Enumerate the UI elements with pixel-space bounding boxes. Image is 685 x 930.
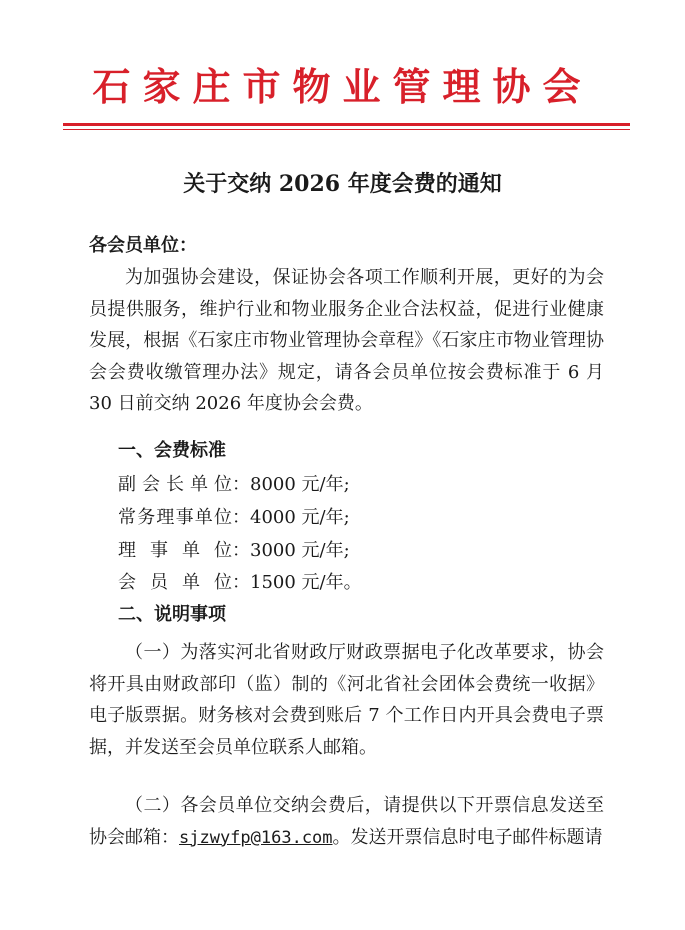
fee-row-unit: 副会长单位	[118, 474, 232, 495]
fee-row-colon: ：	[232, 540, 250, 561]
section-heading-notes: 二、说明事项	[118, 604, 226, 625]
fee-row	[118, 536, 350, 566]
fee-row-colon: ：	[232, 572, 250, 593]
fee-row	[118, 470, 350, 500]
fee-row-unit: 常务理事单位	[118, 507, 232, 528]
fee-row-unit: 理事单位	[118, 540, 232, 561]
fee-row-amount: 3000 元/年;	[250, 540, 350, 561]
note-item-2-text-continued: 。发送开票信息时电子邮件标题请	[332, 826, 603, 848]
letterhead-rule-thin	[63, 129, 630, 130]
fee-row-unit: 会员单位	[118, 572, 232, 593]
fee-row	[118, 568, 362, 598]
intro-paragraph: 为加强协会建设，保证协会各项工作顺利开展，更好的为会员提供服务，维护行业和物业服务企业合法权益，促进行业健康发展，根据《石家庄市物业管理协会章程》《石家庄市物业管理协会会费收缴管理办法》规定，请各会员单位按会费标准于 6 月 30 日前交纳 2026 年度协会会费。	[89, 267, 604, 414]
fee-row-colon: ：	[232, 507, 250, 528]
salutation: 各会员单位：	[89, 235, 197, 256]
fee-row-colon: ：	[232, 474, 250, 495]
fee-row	[118, 503, 350, 533]
section-heading-fee-standard: 一、会费标准	[118, 440, 226, 461]
note-item-2-text: （二）各会员单位交纳会费后，请提供以下开票信息发送至协会邮箱：	[89, 795, 604, 848]
fee-row-amount: 8000 元/年;	[250, 474, 350, 495]
fee-row-amount: 4000 元/年;	[250, 507, 350, 528]
fee-row-amount: 1500 元/年。	[250, 572, 362, 593]
note-item-1: （一）为落实河北省财政厅财政票据电子化改革要求，协会将开具由财政部印（监）制的《河北省社会团体会费统一收据》电子版票据。财务核对会费到账后 7 个工作日内开具会费电子票据，并发送至会员单位联系人邮箱。	[89, 642, 604, 758]
association-email-link[interactable]: sjzwyfp@163.com	[179, 827, 333, 848]
org-letterhead-title: 石家庄市物业管理协会	[92, 64, 593, 109]
document-title: 关于交纳 2026 年度会费的通知	[183, 171, 502, 197]
letterhead-rule-thick	[63, 123, 630, 126]
note-item-2	[89, 790, 604, 854]
